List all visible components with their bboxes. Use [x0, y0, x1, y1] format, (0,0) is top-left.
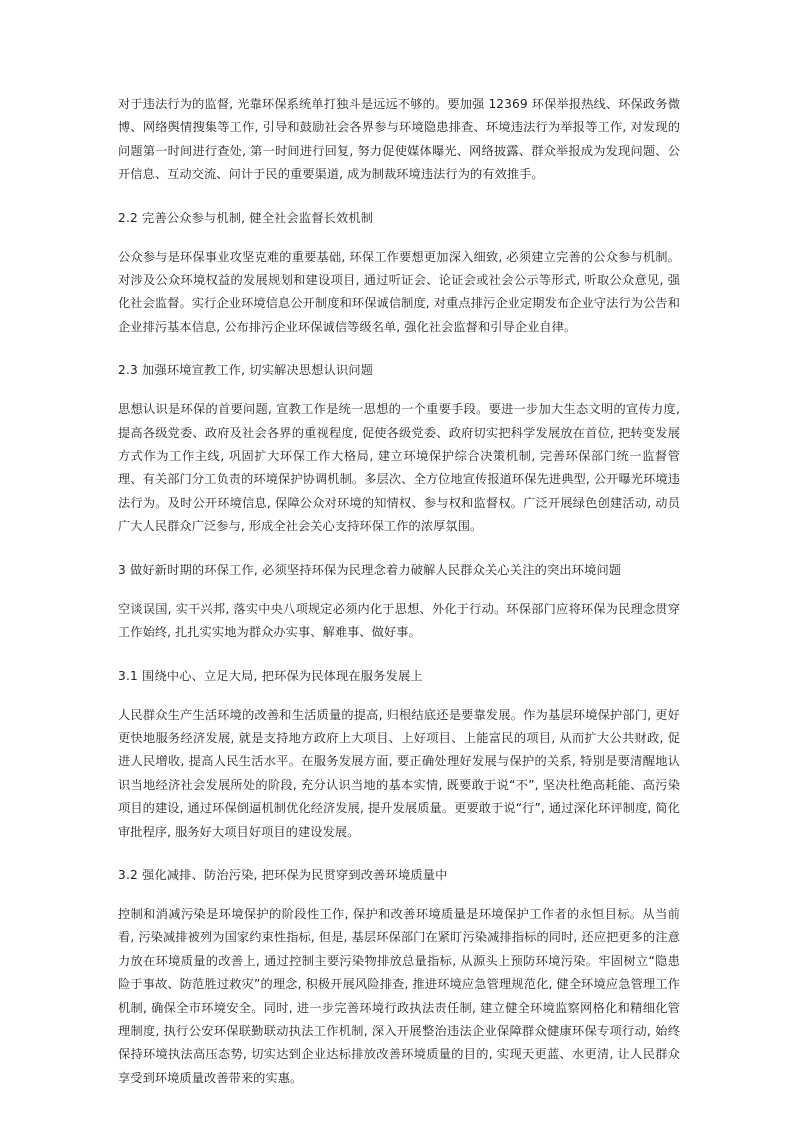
body-paragraph: 公众参与是环保事业攻坚克难的重要基础, 环保工作要想更加深入细致, 必须建立完善的公众参与机制。对涉及公众环境权益的发展规划和建设项目, 通过听证会、论证会或社会公示等形式, 听取公众意见, 强化社会监督。实行企业环境信息公开制度和环保诚信制度, 对重点排污企业定期发布企业守法行为公告和企业排污基本信息, 公布排污企业环保诚信等级名单, 强化社会监督和引导企业自律。: [118, 249, 680, 334]
spacer: [118, 844, 680, 865]
spacer: [118, 885, 680, 903]
body-paragraph: 控制和消减污染是环境保护的阶段性工作, 保护和改善环境质量是环境保护工作者的永恒目标。从当前看, 污染减排被列为国家约束性指标, 但是, 基层环保部门在紧盯污染减排指标的同时, 还应把更多的注意力放在环境质量的改善上, 通过控制主要污染物排放总量指标, 从源头上预防环境污染。牢固树立“隐患险于事故、防范胜过救灾”的理念, 积极开展风险排查, 推进环境应急管理规范化, 健全环境应急管理工作机制, 确保全市环境安全。同时, 进一步完善环境行政执法责任制, 建立健全环境监察网格化和精细化管理制度, 执行公安环保联勤联动执法工作机制, 深入开展整治违法企业保障群众健康环保专项行动, 始终保持环境执法高压态势, 切实达到企业达标排放改善环境质量的目的, 实现天更蓝、水更清, 让人民群众享受到环境质量改善带来的实惠。: [118, 906, 680, 1085]
spacer: [118, 686, 680, 704]
body-paragraph: 人民群众生产生活环境的改善和生活质量的提高, 归根结底还是要靠发展。作为基层环境保护部门, 更好更快地服务经济发展, 就是支持地方政府上大项目、上好项目、上能富民的项目, 从而扩大公共财政, 促进人民增收, 提高人民生活水平。在服务发展方面, 要正确处理好发展与保护的关系, 特别是要清醒地认识当地经济社会发展所处的阶段, 充分认识当地的基本实情, 既要敢于说“不”, 坚决杜绝高耗能、高污染项目的建设, 通过环保倒逼机制优化经济发展, 提升发展质量。更要敢于说“行”, 通过深化环评制度, 简化审批程序, 服务好大项目好项目的建设发展。: [118, 707, 680, 839]
body-paragraph: 空谈误国, 实干兴邦, 落实中央八项规定必须内化于思想、外化于行动。环保部门应将环保为民理念贯穿工作始终, 扎扎实实地为群众办实事、解难事、做好事。: [118, 601, 680, 640]
body-paragraph: 思想认识是环保的首要问题, 宣教工作是统一思想的一个重要手段。要进一步加大生态文明的宣传力度, 提高各级党委、政府及社会各界的重视程度, 促使各级党委、政府切实把科学发展放在首位, 把转变发展方式作为工作主线, 巩固扩大环保工作大格局, 建立环境保护综合决策机制, 完善环保部门统一监督管理、有关部门分工负责的环境保护协调机制。多层次、全方位地宣传报道环保先进典型, 公开曝光环境违法行为。及时公开环境信息, 保障公众对环境的知情权、参与权和监督权。广泛开展绿色创建活动, 动员广大人民群众广泛参与, 形成全社会关心支持环保工作的浓厚氛围。: [118, 402, 680, 534]
body-paragraph: 对于违法行为的监督, 光靠环保系统单打独斗是远远不够的。要加强 12369 环保举报热线、环保政务微博、网络舆情搜集等工作, 引导和鼓励社会各界参与环境隐患排查、环境违法行为举报等工作, 对发现的问题第一时间进行查处, 第一时间进行回复, 努力促使媒体曝光、网络披露、群众举报成为发现问题、公开信息、互动交流、问计于民的重要渠道, 成为制裁环境违法行为的有效推手。: [118, 97, 680, 182]
spacer: [118, 187, 680, 208]
spacer: [118, 228, 680, 246]
spacer: [118, 380, 680, 398]
spacer: [118, 339, 680, 360]
spacer: [118, 539, 680, 560]
section-heading: 3.2 强化减排、防治污染, 把环保为民贯穿到改善环境质量中: [118, 867, 448, 882]
document-page: [118, 93, 680, 1090]
spacer: [118, 580, 680, 598]
section-heading: 2.3 加强环境宣教工作, 切实解决思想认识问题: [118, 363, 374, 378]
section-heading: 3.1 围绕中心、立足大局, 把环保为民体现在服务发展上: [118, 668, 423, 683]
spacer: [118, 645, 680, 666]
section-heading: 2.2 完善公众参与机制, 健全社会监督长效机制: [118, 210, 374, 225]
section-heading: 3 做好新时期的环保工作, 必须坚持环保为民理念着力破解人民群众关心关注的突出环境问题: [118, 562, 622, 577]
